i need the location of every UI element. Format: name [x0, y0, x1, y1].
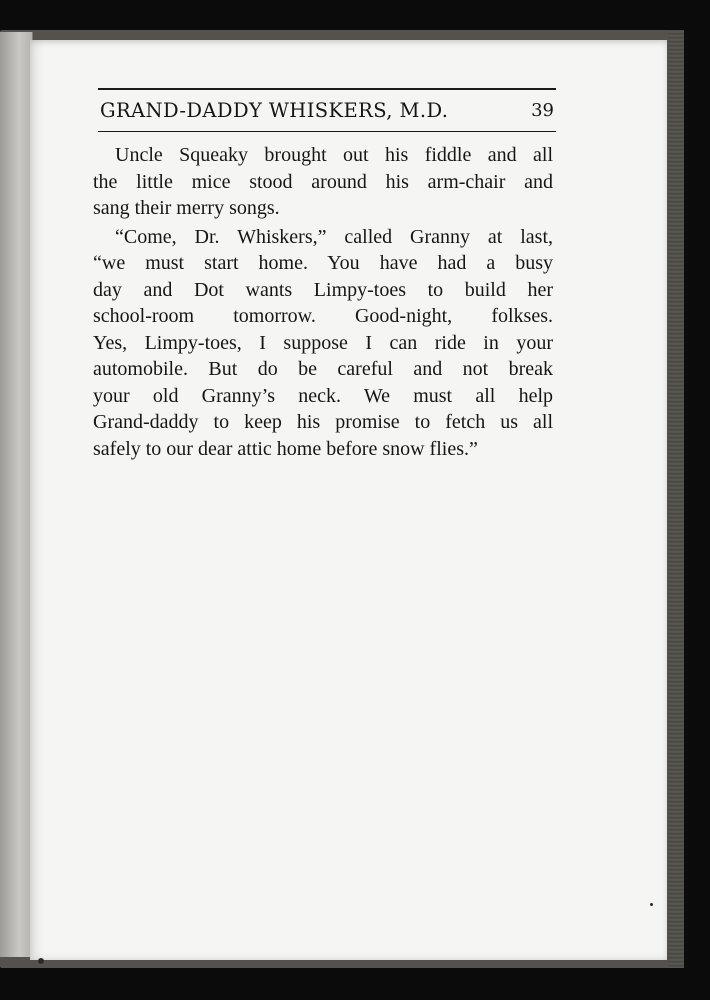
- paragraph: [93, 224, 553, 463]
- text-line: sang their merry songs.: [93, 197, 280, 219]
- text-line: Uncle Squeaky brought out his fiddle and all: [115, 144, 553, 166]
- text-line: the little mice stood around his arm-chair and: [93, 170, 553, 193]
- page-header: [98, 88, 556, 132]
- cover-cloth-edge: [668, 30, 684, 968]
- left-page-edge: [0, 32, 33, 957]
- page-body-text: [93, 142, 553, 462]
- page-number: 39: [531, 100, 554, 121]
- text-line: automobile. But do be careful and not break: [93, 358, 553, 380]
- paragraph: [93, 142, 553, 222]
- text-line: “Come, Dr. Whiskers,” called Granny at last,: [115, 225, 553, 248]
- text-line: day and Dot wants Limpy-toes to build her: [93, 278, 553, 301]
- text-line: Grand-daddy to keep his promise to fetch us all: [93, 411, 553, 433]
- running-head: GRAND-DADDY WHISKERS, M.D.: [100, 99, 449, 122]
- text-line: your old Granny’s neck. We must all help: [93, 384, 553, 407]
- paper-speck: [38, 958, 44, 964]
- text-line: school-room tomorrow. Good-night, folkses.: [93, 305, 553, 327]
- text-line: safely to our dear attic home before snow flies.”: [93, 437, 478, 460]
- paper-speck: [650, 903, 653, 906]
- text-line: Yes, Limpy-toes, I suppose I can ride in your: [93, 331, 553, 354]
- text-line: “we must start home. You have had a busy: [93, 252, 553, 274]
